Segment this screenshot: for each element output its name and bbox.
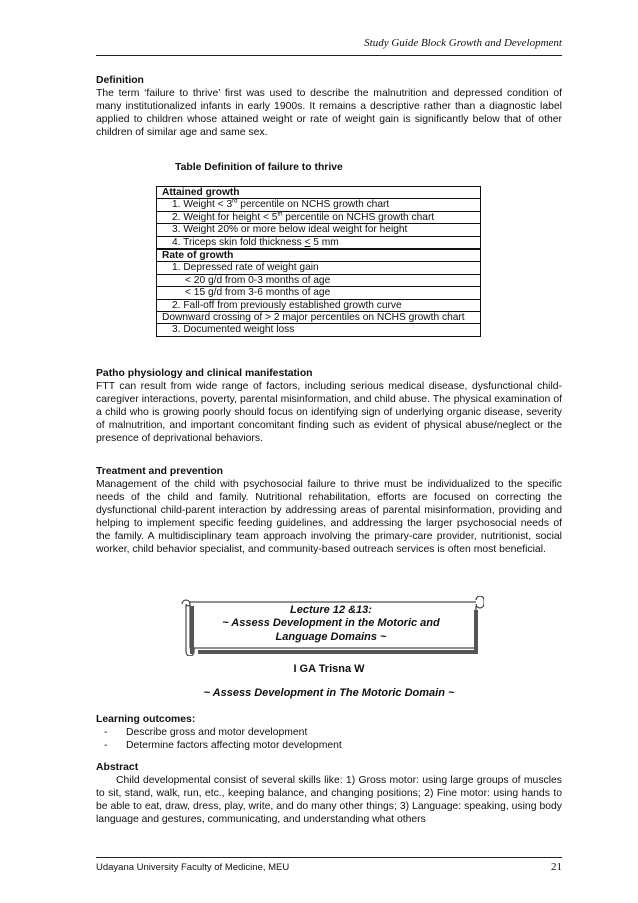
table-row: 1. Depressed rate of weight gain — [157, 262, 481, 274]
table-row: 3. Documented weight loss — [157, 324, 481, 336]
list-item: - Determine factors affecting motor development — [104, 740, 342, 751]
table-row: < 15 g/d from 3-6 months of age — [157, 287, 481, 299]
footer-institution: Udayana University Faculty of Medicine, MEU — [96, 862, 290, 873]
running-header: Study Guide Block Growth and Development — [364, 37, 562, 49]
definition-heading: Definition — [96, 75, 144, 86]
table-heading-attained: Attained growth — [157, 187, 481, 199]
table-row: 2. Fall-off from previously established growth curve — [157, 299, 481, 311]
footer-rule — [96, 857, 562, 858]
treatment-heading: Treatment and prevention — [96, 466, 224, 477]
table-caption: Table Definition of failure to thrive — [175, 162, 343, 173]
treatment-section — [96, 465, 562, 556]
table-row: 2. Weight for height < 5th percentile on NCHS growth chart — [157, 211, 481, 223]
table-heading-rate: Rate of growth — [157, 249, 481, 262]
page-number: 21 — [551, 861, 562, 873]
table-row: < 20 g/d from 0-3 months of age — [157, 274, 481, 286]
patho-body: FTT can result from wide range of factors, including serious medical disease, dysfunctional child-caregiver interactions, poverty, parental misinformation, and child abuse. The physical examination of a child who is growing poorly should focus on identifying sign of underlying organic disease, severity of malnutrition, and important concomitant finding such as evident of physical abuse/neglect or the presence of deprivational behaviors. — [96, 381, 562, 444]
definition-section — [96, 74, 562, 139]
definition-body: The term ‘failure to thrive’ first was used to describe the malnutrition and depressed condition of many institutionalized infants in early 1900s. It remains a descriptive rather than a diagnostic label applied to children whose attained weight or rate of weight gain is significantly below that of other children of similar age and same sex. — [96, 88, 562, 138]
abstract-body: Child developmental consist of several skills like: 1) Gross motor: using large groups of muscles to sit, stand, walk, run, etc., keeping balance, and changing positions; 2) Fine motor: using hands to be able to eat, draw, dress, play, write, and do many other things; 3) Language: speaking, using body language and gestures, communicating, and understanding what others — [96, 775, 562, 825]
abstract-section — [96, 761, 562, 826]
table-row: 4. Triceps skin fold thickness < 5 mm — [157, 236, 481, 249]
table-row: Downward crossing of > 2 major percentiles on NCHS growth chart — [157, 312, 481, 324]
patho-heading: Patho physiology and clinical manifestation — [96, 368, 313, 379]
table-row: 1. Weight < 3rd percentile on NCHS growth chart — [157, 199, 481, 211]
outcomes-heading: Learning outcomes: — [96, 714, 196, 725]
lecture-author: I GA Trisna W — [293, 663, 365, 675]
lecture-banner-title: Lecture 12 &13: ~ Assess Development in the Motoric and Language Domains ~ — [222, 604, 440, 643]
treatment-body: Management of the child with psychosocial failure to thrive must be individualized to the specific needs of the child and family. Nutritional rehabilitation, efforts are focused on correcting the dysfunctional child-parent interaction by addressing areas of parental misinformation, providing and helping to implement specific feeding guidelines, and addressing the larger psychosocial needs of the family. A multidisciplinary team approach involving the primary-care provider, nutritionist, social worker, child behavior specialist, and community-based outreach services is often most beneficial. — [96, 479, 562, 555]
header-rule — [96, 55, 562, 56]
lecture-subtitle: ~ Assess Development in The Motoric Domain ~ — [203, 687, 455, 699]
definition-table — [156, 186, 481, 337]
learning-outcomes-section — [96, 713, 562, 752]
list-item: - Describe gross and motor development — [104, 727, 308, 738]
table-row: 3. Weight 20% or more below ideal weight for height — [157, 224, 481, 236]
patho-section — [96, 367, 562, 445]
abstract-heading: Abstract — [96, 762, 139, 773]
